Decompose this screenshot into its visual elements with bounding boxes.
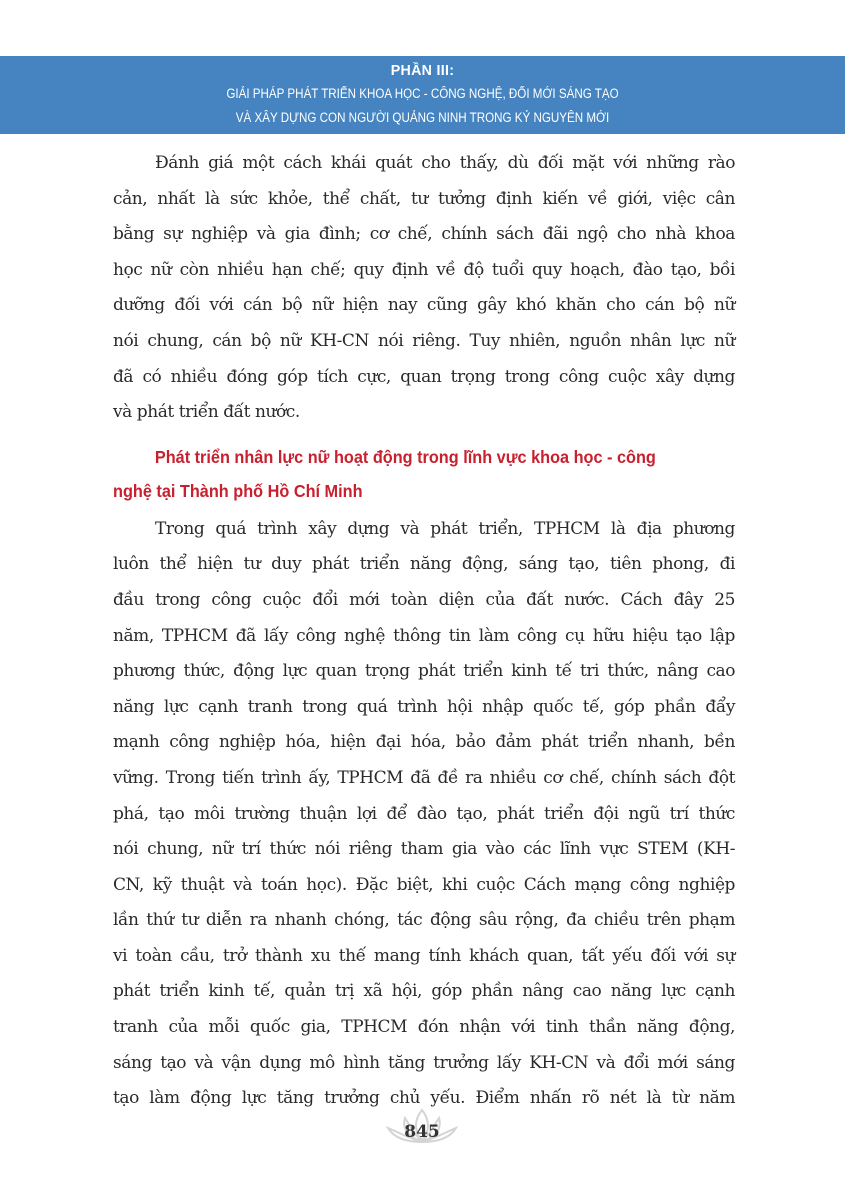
heading-line: Phát triển nhân lực nữ hoạt động trong lĩnh vực khoa học - công — [154, 446, 656, 467]
text-line: CN, kỹ thuật và toán học). Đặc biệt, khi cuộc Cách mạng công nghiệp — [113, 874, 735, 895]
text-line: dưỡng đối với cán bộ nữ hiện nay cũng gây khó khăn cho cán bộ nữ — [113, 295, 735, 316]
text-line: năm, TPHCM đã lấy công nghệ thông tin làm công cụ hữu hiệu tạo lập — [113, 625, 735, 646]
section-heading — [113, 440, 735, 508]
text-line: luôn thể hiện tư duy phát triển năng động, sáng tạo, tiên phong, đi — [113, 554, 735, 575]
text-line: tranh của mỗi quốc gia, TPHCM đón nhận với tinh thần năng động, — [113, 1017, 735, 1038]
text-line: phương thức, động lực quan trọng phát triển kinh tế tri thức, nâng cao — [113, 661, 735, 682]
paragraph-2 — [113, 512, 735, 1117]
text-line: phát triển kinh tế, quản trị xã hội, góp phần nâng cao năng lực cạnh — [113, 981, 735, 1002]
page-number: 845 — [404, 1122, 440, 1142]
part-title: PHẦN III: — [390, 62, 455, 79]
text-line: nói chung, cán bộ nữ KH-CN nói riêng. Tuy nhiên, nguồn nhân lực nữ — [113, 330, 735, 351]
text-line: sáng tạo và vận dụng mô hình tăng trưởng lấy KH-CN và đổi mới sáng — [113, 1052, 735, 1073]
heading-line: nghệ tại Thành phố Hồ Chí Minh — [113, 480, 363, 501]
page-footer — [372, 1108, 472, 1158]
text-line: năng lực cạnh tranh trong quá trình hội nhập quốc tế, góp phần đẩy — [113, 696, 735, 717]
text-line: học nữ còn nhiều hạn chế; quy định về độ tuổi quy hoạch, đào tạo, bồi — [113, 259, 735, 280]
text-line: Trong quá trình xây dựng và phát triển, TPHCM là địa phương — [155, 518, 735, 539]
text-line: cản, nhất là sức khỏe, thể chất, tư tưởng định kiến về giới, việc cân — [113, 188, 735, 209]
page-body — [113, 146, 735, 1117]
text-line: bằng sự nghiệp và gia đình; cơ chế, chính sách đãi ngộ cho nhà khoa — [113, 224, 735, 245]
text-line: Đánh giá một cách khái quát cho thấy, dù đối mặt với những rào — [155, 153, 735, 173]
text-line: và phát triển đất nước. — [113, 402, 300, 423]
text-line: đã có nhiều đóng góp tích cực, quan trọng trong công cuộc xây dựng — [113, 366, 735, 387]
text-line: vi toàn cầu, trở thành xu thế mang tính khách quan, tất yếu đối với sự — [113, 945, 735, 966]
part-subtitle-line-2: VÀ XÂY DỰNG CON NGƯỜI QUẢNG NINH TRONG KỶ NGUYÊN MỚI — [235, 110, 610, 125]
text-line: lần thứ tư diễn ra nhanh chóng, tác động sâu rộng, đa chiều trên phạm — [113, 910, 735, 931]
text-line: nói chung, nữ trí thức nói riêng tham gia vào các lĩnh vực STEM (KH- — [113, 839, 735, 860]
text-line: đầu trong công cuộc đổi mới toàn diện của đất nước. Cách đây 25 — [113, 589, 735, 610]
text-line: phá, tạo môi trường thuận lợi để đào tạo, phát triển đội ngũ trí thức — [113, 803, 735, 824]
part-subtitle-line-1: GIẢI PHÁP PHÁT TRIỂN KHOA HỌC - CÔNG NGHỆ, ĐỔI MỚI SÁNG TẠO — [226, 86, 619, 101]
text-line: tạo làm động lực tăng trưởng chủ yếu. Điểm nhấn rõ nét là từ năm — [113, 1088, 735, 1109]
text-line: mạnh công nghiệp hóa, hiện đại hóa, bảo đảm phát triển nhanh, bền — [113, 732, 735, 753]
part-header-banner — [0, 56, 845, 134]
text-line: vững. Trong tiến trình ấy, TPHCM đã đề ra nhiều cơ chế, chính sách đột — [113, 767, 735, 788]
paragraph-1 — [113, 146, 735, 431]
